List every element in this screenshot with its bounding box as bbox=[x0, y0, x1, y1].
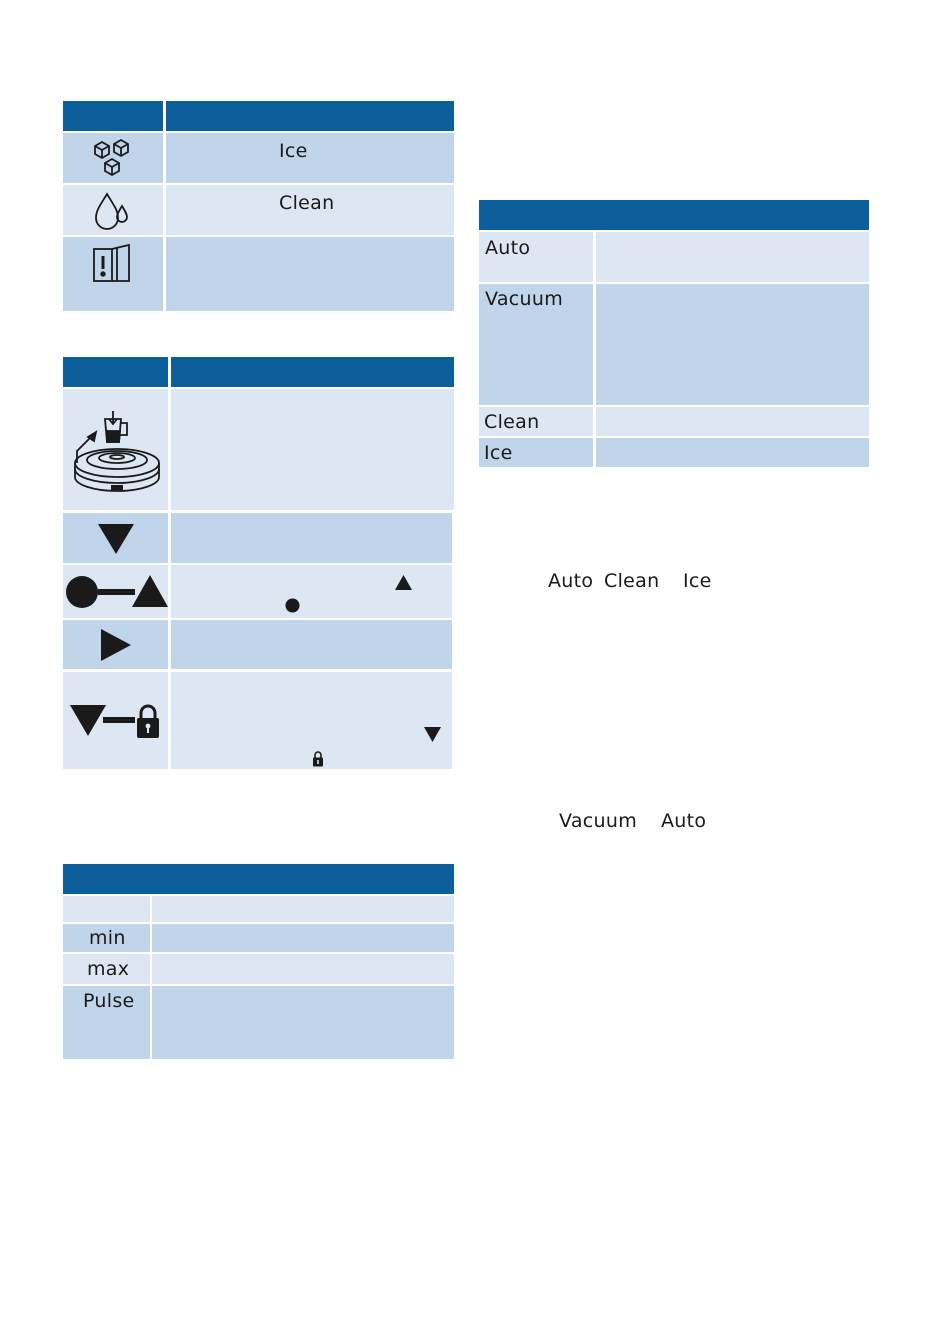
table-row bbox=[63, 237, 163, 311]
body-text-auto: Auto bbox=[548, 570, 594, 592]
table-row bbox=[63, 954, 150, 984]
table-cell bbox=[596, 284, 869, 405]
program-vacuum: Vacuum bbox=[485, 288, 564, 310]
table-cell bbox=[152, 986, 454, 1059]
speed-label-min: min bbox=[89, 927, 126, 949]
table-cell bbox=[171, 389, 454, 510]
program-auto: Auto bbox=[485, 237, 531, 259]
body-text-auto-2: Auto bbox=[661, 810, 707, 832]
table-cell bbox=[171, 513, 452, 563]
blender-on-base-icon bbox=[69, 407, 165, 507]
table-row bbox=[63, 565, 168, 618]
table-row bbox=[479, 438, 593, 467]
table-row bbox=[63, 672, 168, 769]
table-cell bbox=[596, 232, 869, 282]
table-cell bbox=[166, 237, 454, 311]
table-cell bbox=[166, 185, 454, 235]
table-header-cell bbox=[166, 101, 454, 131]
table-row bbox=[63, 389, 168, 510]
speed-label-pulse: Pulse bbox=[83, 990, 135, 1012]
table-cell bbox=[596, 438, 869, 467]
table-row bbox=[63, 513, 168, 563]
table-row bbox=[63, 133, 163, 183]
table-cell bbox=[152, 954, 454, 984]
table-header-cell bbox=[63, 864, 454, 894]
table-cell bbox=[152, 924, 454, 952]
water-drops-icon bbox=[93, 190, 133, 232]
program-clean: Clean bbox=[484, 411, 540, 433]
door-warning-icon bbox=[91, 243, 135, 287]
body-text-clean: Clean bbox=[604, 570, 660, 592]
lock-icon bbox=[312, 751, 324, 767]
ice-cubes-icon bbox=[92, 139, 134, 179]
table-cell bbox=[171, 672, 452, 769]
table-row bbox=[479, 284, 593, 405]
program-label-ice: Ice bbox=[279, 140, 308, 162]
speed-label-max: max bbox=[87, 958, 130, 980]
program-ice: Ice bbox=[484, 442, 513, 464]
table-cell bbox=[596, 407, 869, 436]
table-row bbox=[479, 232, 593, 282]
program-label-clean: Clean bbox=[279, 192, 335, 214]
body-text-ice: Ice bbox=[683, 570, 712, 592]
table-cell bbox=[171, 620, 452, 669]
table-header-cell bbox=[63, 101, 163, 131]
table-cell bbox=[171, 565, 452, 618]
circle-to-triangle-icon bbox=[65, 574, 169, 610]
table-row bbox=[63, 924, 150, 952]
table-cell bbox=[166, 133, 454, 183]
table-header-cell bbox=[479, 200, 869, 230]
table-header-cell bbox=[171, 357, 454, 387]
triangle-lock-icon bbox=[69, 702, 167, 740]
body-text-vacuum: Vacuum bbox=[559, 810, 638, 832]
table-cell bbox=[152, 896, 454, 922]
triangle-down-small-icon bbox=[424, 727, 441, 742]
triangle-down-icon bbox=[97, 523, 135, 555]
circle-icon bbox=[285, 598, 300, 613]
table-row bbox=[63, 620, 168, 669]
table-header-cell bbox=[63, 357, 168, 387]
table-row bbox=[63, 896, 150, 922]
triangle-right-icon bbox=[100, 628, 132, 662]
table-row bbox=[479, 407, 593, 436]
table-row bbox=[63, 986, 150, 1059]
triangle-up-icon bbox=[395, 575, 412, 590]
table-row bbox=[63, 185, 163, 235]
